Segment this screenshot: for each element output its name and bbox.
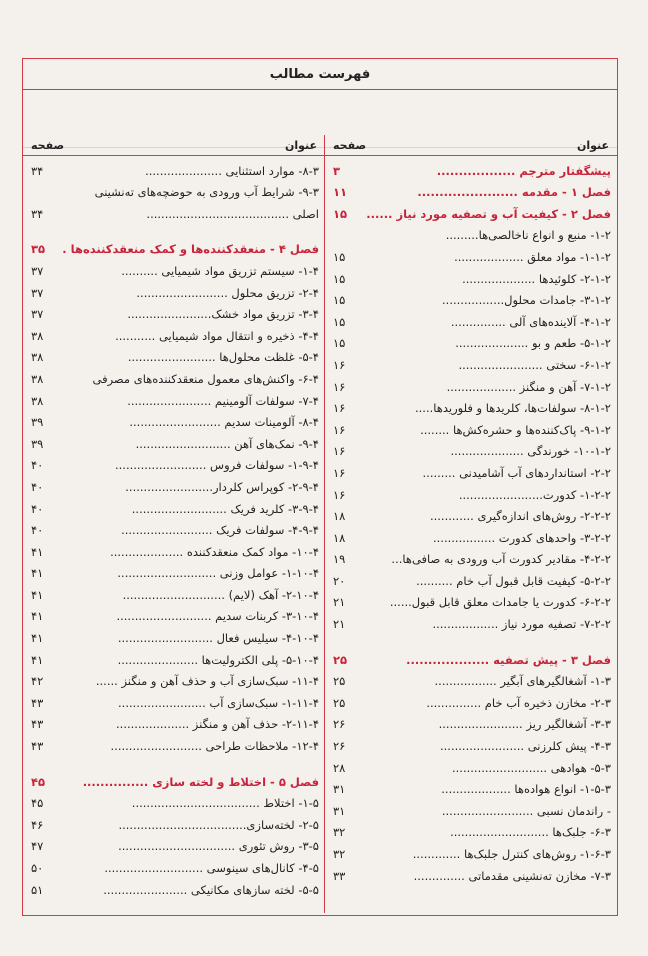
entry-title: اصلی ....................................... [146,206,319,221]
entry-title: ۱-۱-۲- مواد معلق ................... [454,249,611,264]
entry-title: فصل ۴ - منعقدکننده‌ها و کمک منعقدکننده‌ها . [62,242,319,257]
entry-title: ۵-۱۰-۴- پلی الکترولیت‌ها ...................... [117,652,319,667]
toc-entry [331,731,611,753]
entry-page: ۱۵ [333,314,346,329]
entry-title: ۵-۴- غلظت محلول‌ها ........................ [127,350,319,365]
entry-title: ۲-۱۰-۴- آهک (لایم) ............................ [122,587,319,602]
entry-title: ۲-۲-۲- روش‌های اندازه‌گیری ............ [429,509,611,524]
toc-entry [29,623,319,645]
entry-title: ۶-۴- واکنش‌های معمول منعقدکننده‌های مصرفی [92,371,319,386]
toc-entry [29,645,319,667]
toc-entry [331,688,611,710]
entry-page: ۲۱ [333,617,346,632]
toc-entry [331,415,611,437]
entry-title: ۲-۲- استانداردهای آب آشامیدنی ......... [422,465,611,480]
toc-entry [29,472,319,494]
toc-entry [331,372,611,394]
chapter-entry [29,767,319,789]
entry-page: ۲۵ [333,652,348,667]
toc-entry [29,156,319,178]
entry-title: ۷-۱-۲- آهن و منگنز ................... [446,379,611,394]
entry-page: ۴۳ [31,695,44,710]
entry-page: ۳۸ [31,371,44,386]
toc-entry [29,408,319,430]
entry-title: ۳-۵- روش تئوری ................................ [118,839,319,854]
entry-page: ۳۳ [333,868,346,883]
entry-page: ۱۶ [333,422,346,437]
entry-title: ۵-۵- لخته سازهای مکانیکی ....................... [103,882,319,897]
chapter-entry [331,156,611,178]
toc-entry [29,386,319,408]
toc-entry [331,480,611,502]
entry-title: ۴-۳- پیش کلرزنی ....................... [439,739,611,754]
entry-title: ۲-۳- مخازن ذخیره آب خام ............... [426,695,611,710]
entry-page: ۲۶ [333,717,346,732]
entry-title: ۱-۵- اختلاط ................................... [131,796,319,811]
entry-page: ۲۰ [333,573,346,588]
entry-page: ۱۶ [333,444,346,459]
toc-entry [331,350,611,372]
entry-title: ۹-۱-۲- پاک‌کننده‌ها و حشره‌کش‌ها ........ [420,422,611,437]
entry-page: ۱۵ [333,336,346,351]
entry-title: ۱-۹-۴- سولفات فروس ......................... [114,458,319,473]
toc-entry [29,853,319,875]
entry-title: ۵-۲-۲- کیفیت قابل قبول آب خام .......... [416,573,611,588]
toc-column-right [324,135,617,913]
entry-page: ۲۱ [333,595,346,610]
entry-page: ۱۸ [333,509,346,524]
entry-page: ۴۶ [31,817,44,832]
toc-entry [29,278,319,300]
entry-page: ۵۱ [31,882,44,897]
entry-page: ۳۸ [31,328,44,343]
spacer [29,221,319,235]
toc-entry [331,861,611,883]
toc-entry [29,321,319,343]
toc-entry [29,300,319,322]
toc-entry [331,710,611,732]
entry-page: ۳۵ [31,242,46,257]
column-header [325,135,617,156]
entry-page: ۱۶ [333,487,346,502]
entry-page: ۳۷ [31,263,44,278]
toc-entry [29,602,319,624]
entry-title: ۳-۱۰-۴- کربنات سدیم .......................... [116,609,319,624]
toc-entry [331,221,611,243]
entry-title: ۱-۶-۳- روش‌های کنترل جلبک‌ها ............. [412,847,611,861]
entry-page: ۲۸ [333,760,346,775]
entry-title: ۵-۳- هوادهی .......................... [452,760,611,775]
toc-entry [331,588,611,610]
entry-page: ۱۶ [333,465,346,480]
entry-page: ۲۵ [333,695,346,710]
toc-entry [29,875,319,897]
toc-entry [29,688,319,710]
entry-title: ۱۰-۱-۲- خورندگی .................... [450,444,611,459]
entry-page: ۱۵ [333,271,346,286]
entry-title: ۶-۱-۲- سختی ....................... [458,357,611,372]
entry-page: ۳۱ [333,803,346,818]
entry-title: - راندمان نسبی ......................... [441,803,611,818]
entry-page: ۴۱ [31,544,44,559]
header-page: صفحه [31,138,65,152]
entry-title: ۴-۵- کانال‌های سینوسی ........................... [104,861,319,875]
entry-title: ۱-۱۰-۴- عوامل وزنی ........................... [117,566,319,581]
entry-page: ۳۴ [31,163,44,178]
entry-title: فصل ۲ - کیفیت آب و تصفیه مورد نیاز ...... [366,206,611,221]
toc-entry [331,839,611,861]
toc-entry [29,537,319,559]
entry-page: ۳۸ [31,350,44,365]
toc-entry [29,580,319,602]
page-title: فهرست مطالب [269,66,371,82]
toc-entry [29,256,319,278]
toc-entry [29,343,319,365]
chapter-entry [331,178,611,200]
entry-title: ۱-۲-۲- کدورت....................... [458,487,611,502]
entry-page: ۴۳ [31,739,44,754]
entry-title: ۱-۴- سیستم تزریق مواد شیمیایی .......... [121,263,319,278]
entry-page: ۳۷ [31,307,44,322]
entry-page: ۱۱ [333,185,348,200]
toc-entry [331,523,611,545]
toc-entry [331,458,611,480]
entry-title: ۱-۵-۳- انواع هواده‌ها ................... [441,782,611,797]
toc-entry [29,710,319,732]
spacer [29,753,319,767]
toc-entry [29,451,319,473]
entry-page: ۴۰ [31,458,44,473]
toc-entry [29,178,319,200]
entry-title: ۳-۲-۲- واحدهای کدورت ................. [432,530,611,545]
entry-title: ۷-۲-۲- تصفیه مورد نیاز .................. [432,617,611,632]
entry-title: فصل ۳ - پیش تصفیه ................... [406,652,611,667]
entry-title: ۱-۱۱-۴- سبک‌سازی آب ........................ [118,695,319,710]
entry-title: ۲-۹-۴- کوپراس کلردار........................ [125,479,319,494]
column-header [23,135,325,156]
entry-title: ۳-۳- آشغالگیر ریز ....................... [438,717,611,732]
entry-page: ۴۲ [31,674,44,689]
header-title: عنوان [576,138,609,152]
entry-page: ۴۷ [31,839,44,854]
entry-title: ۳-۴- تزریق مواد خشک....................... [127,307,319,322]
header-title: عنوان [284,138,317,152]
entry-title: ۱۲-۴- ملاحظات طراحی ......................... [110,739,319,754]
entry-page: ۱۶ [333,379,346,394]
toc-entry [29,516,319,538]
entry-title: ۲-۵- لخته‌سازی................................... [118,817,319,832]
entry-page: ۱۵ [333,206,348,221]
toc-entry [331,394,611,416]
title-band [23,59,617,90]
toc-entry [331,307,611,329]
entry-title: ۸-۴- آلومینات سدیم ......................... [129,415,319,430]
entry-title: ۱۰-۴- مواد کمک منعقدکننده .................... [110,544,319,559]
chapter-entry [331,645,611,667]
entry-page: ۳۷ [31,285,44,300]
entry-page: ۳۲ [333,847,346,861]
entry-title: ۹-۳- شرایط آب ورودی به حوضچه‌های ته‌نشینی [94,185,319,200]
toc-entry [29,429,319,451]
entry-title: فصل ۵ - اختلاط و لخته سازی ............... [82,774,319,789]
entry-title: ۱-۲- منبع و انواع ناخالصی‌ها......... [445,228,611,243]
toc-entry [331,545,611,567]
entry-title: ۳-۹-۴- کلرید فریک .......................... [131,501,319,516]
toc-entry [29,810,319,832]
toc-entry [331,437,611,459]
toc-entry [331,242,611,264]
toc-entry [331,502,611,524]
entry-page: ۱۹ [333,552,346,567]
chapter-entry [331,199,611,221]
entry-page: ۲۶ [333,739,346,754]
entry-page: ۳۱ [333,782,346,797]
toc-column-left [23,135,325,913]
entry-title: ۵-۱-۲- طعم و بو .................... [455,336,611,351]
entry-page: ۳ [333,163,341,178]
toc-entry [29,731,319,753]
entry-page: ۴۳ [31,717,44,732]
entry-title: ۲-۱-۲- کلوئیدها .................... [462,271,611,286]
entry-title: ۹-۴- نمک‌های آهن .......................... [135,436,319,451]
toc-entry [331,818,611,840]
entry-title: ۸-۱-۲- سولفات‌ها، کلریدها و فلوریدها..... [415,401,611,416]
entry-page: ۳۲ [333,825,346,840]
entry-title: پیشگفتار مترجم .................. [436,163,611,178]
entry-page: ۱۶ [333,357,346,372]
entry-page: ۳۸ [31,393,44,408]
entry-title: ۷-۴- سولفات آلومینیم ....................... [127,393,319,408]
toc-entry [331,667,611,689]
toc-entry [331,264,611,286]
toc-frame [22,58,618,916]
entry-page: ۴۵ [31,774,46,789]
entry-page: ۴۰ [31,523,44,538]
toc-entry [29,559,319,581]
toc-entry [29,789,319,811]
header-page: صفحه [333,138,367,152]
entry-page: ۴۱ [31,609,44,624]
entry-title: ۲-۴- تزریق محلول ......................... [136,285,319,300]
toc-entry [331,796,611,818]
entry-title: ۷-۳- مخازن ته‌نشینی مقدماتی .............. [413,868,611,883]
entry-page: ۲۵ [333,674,346,689]
entry-title: ۴-۹-۴- سولفات فریک ......................... [121,523,319,538]
toc-entry [29,667,319,689]
entry-page: ۴۰ [31,479,44,494]
entry-title: ۶-۳- جلبک‌ها ........................... [450,825,611,840]
entry-title: ۴-۴- ذخیره و انتقال مواد شیمیایی ........... [115,328,319,343]
entry-page: ۴۱ [31,631,44,646]
toc-entry [29,364,319,386]
entry-title: ۸-۳- موارد استثنایی ..................... [145,163,319,178]
entry-title: ۳-۱-۲- جامدات محلول................. [442,293,611,308]
chapter-entry [29,235,319,257]
spacer [331,631,611,645]
entry-page: ۴۵ [31,796,44,811]
entry-page: ۴۱ [31,566,44,581]
entry-title: ۱-۳- آشغالگیرهای آبگیر ................. [434,674,611,689]
entry-page: ۱۸ [333,530,346,545]
entry-title: ۴-۱-۲- آلاینده‌های آلی ............... [450,314,611,329]
toc-entry [331,609,611,631]
entry-title: ۱۱-۴- سبک‌سازی آب و حذف آهن و منگنز ...... [95,674,319,689]
entry-title: ۶-۲-۲- کدورت یا جامدات معلق قابل قبول...... [389,595,611,610]
toc-entry [331,286,611,308]
entry-page: ۳۹ [31,415,44,430]
toc-entry [29,832,319,854]
toc-entry [331,566,611,588]
entry-page: ۴۰ [31,501,44,516]
toc-entry [331,329,611,351]
entry-title: ۴-۱۰-۴- سیلیس فعال .......................... [117,631,319,646]
toc-entry [331,775,611,797]
entry-page: ۴۱ [31,587,44,602]
toc-entry [29,494,319,516]
entry-title: فصل ۱ - مقدمه ....................... [417,185,611,200]
entry-page: ۳۹ [31,436,44,451]
entry-title: ۴-۲-۲- مقادیر کدورت آب ورودی به صافی‌ها... [391,552,611,567]
entry-page: ۱۶ [333,401,346,416]
entry-page: ۱۵ [333,293,346,308]
entry-page: ۴۱ [31,652,44,667]
entry-page: ۳۴ [31,206,44,221]
entry-page: ۱۵ [333,249,346,264]
toc-list [23,156,325,897]
toc-entry [331,753,611,775]
entry-title: ۲-۱۱-۴- حذف آهن و منگنز .................... [116,717,319,732]
toc-entry [29,199,319,221]
toc-list [325,156,617,883]
entry-page: ۵۰ [31,861,44,875]
